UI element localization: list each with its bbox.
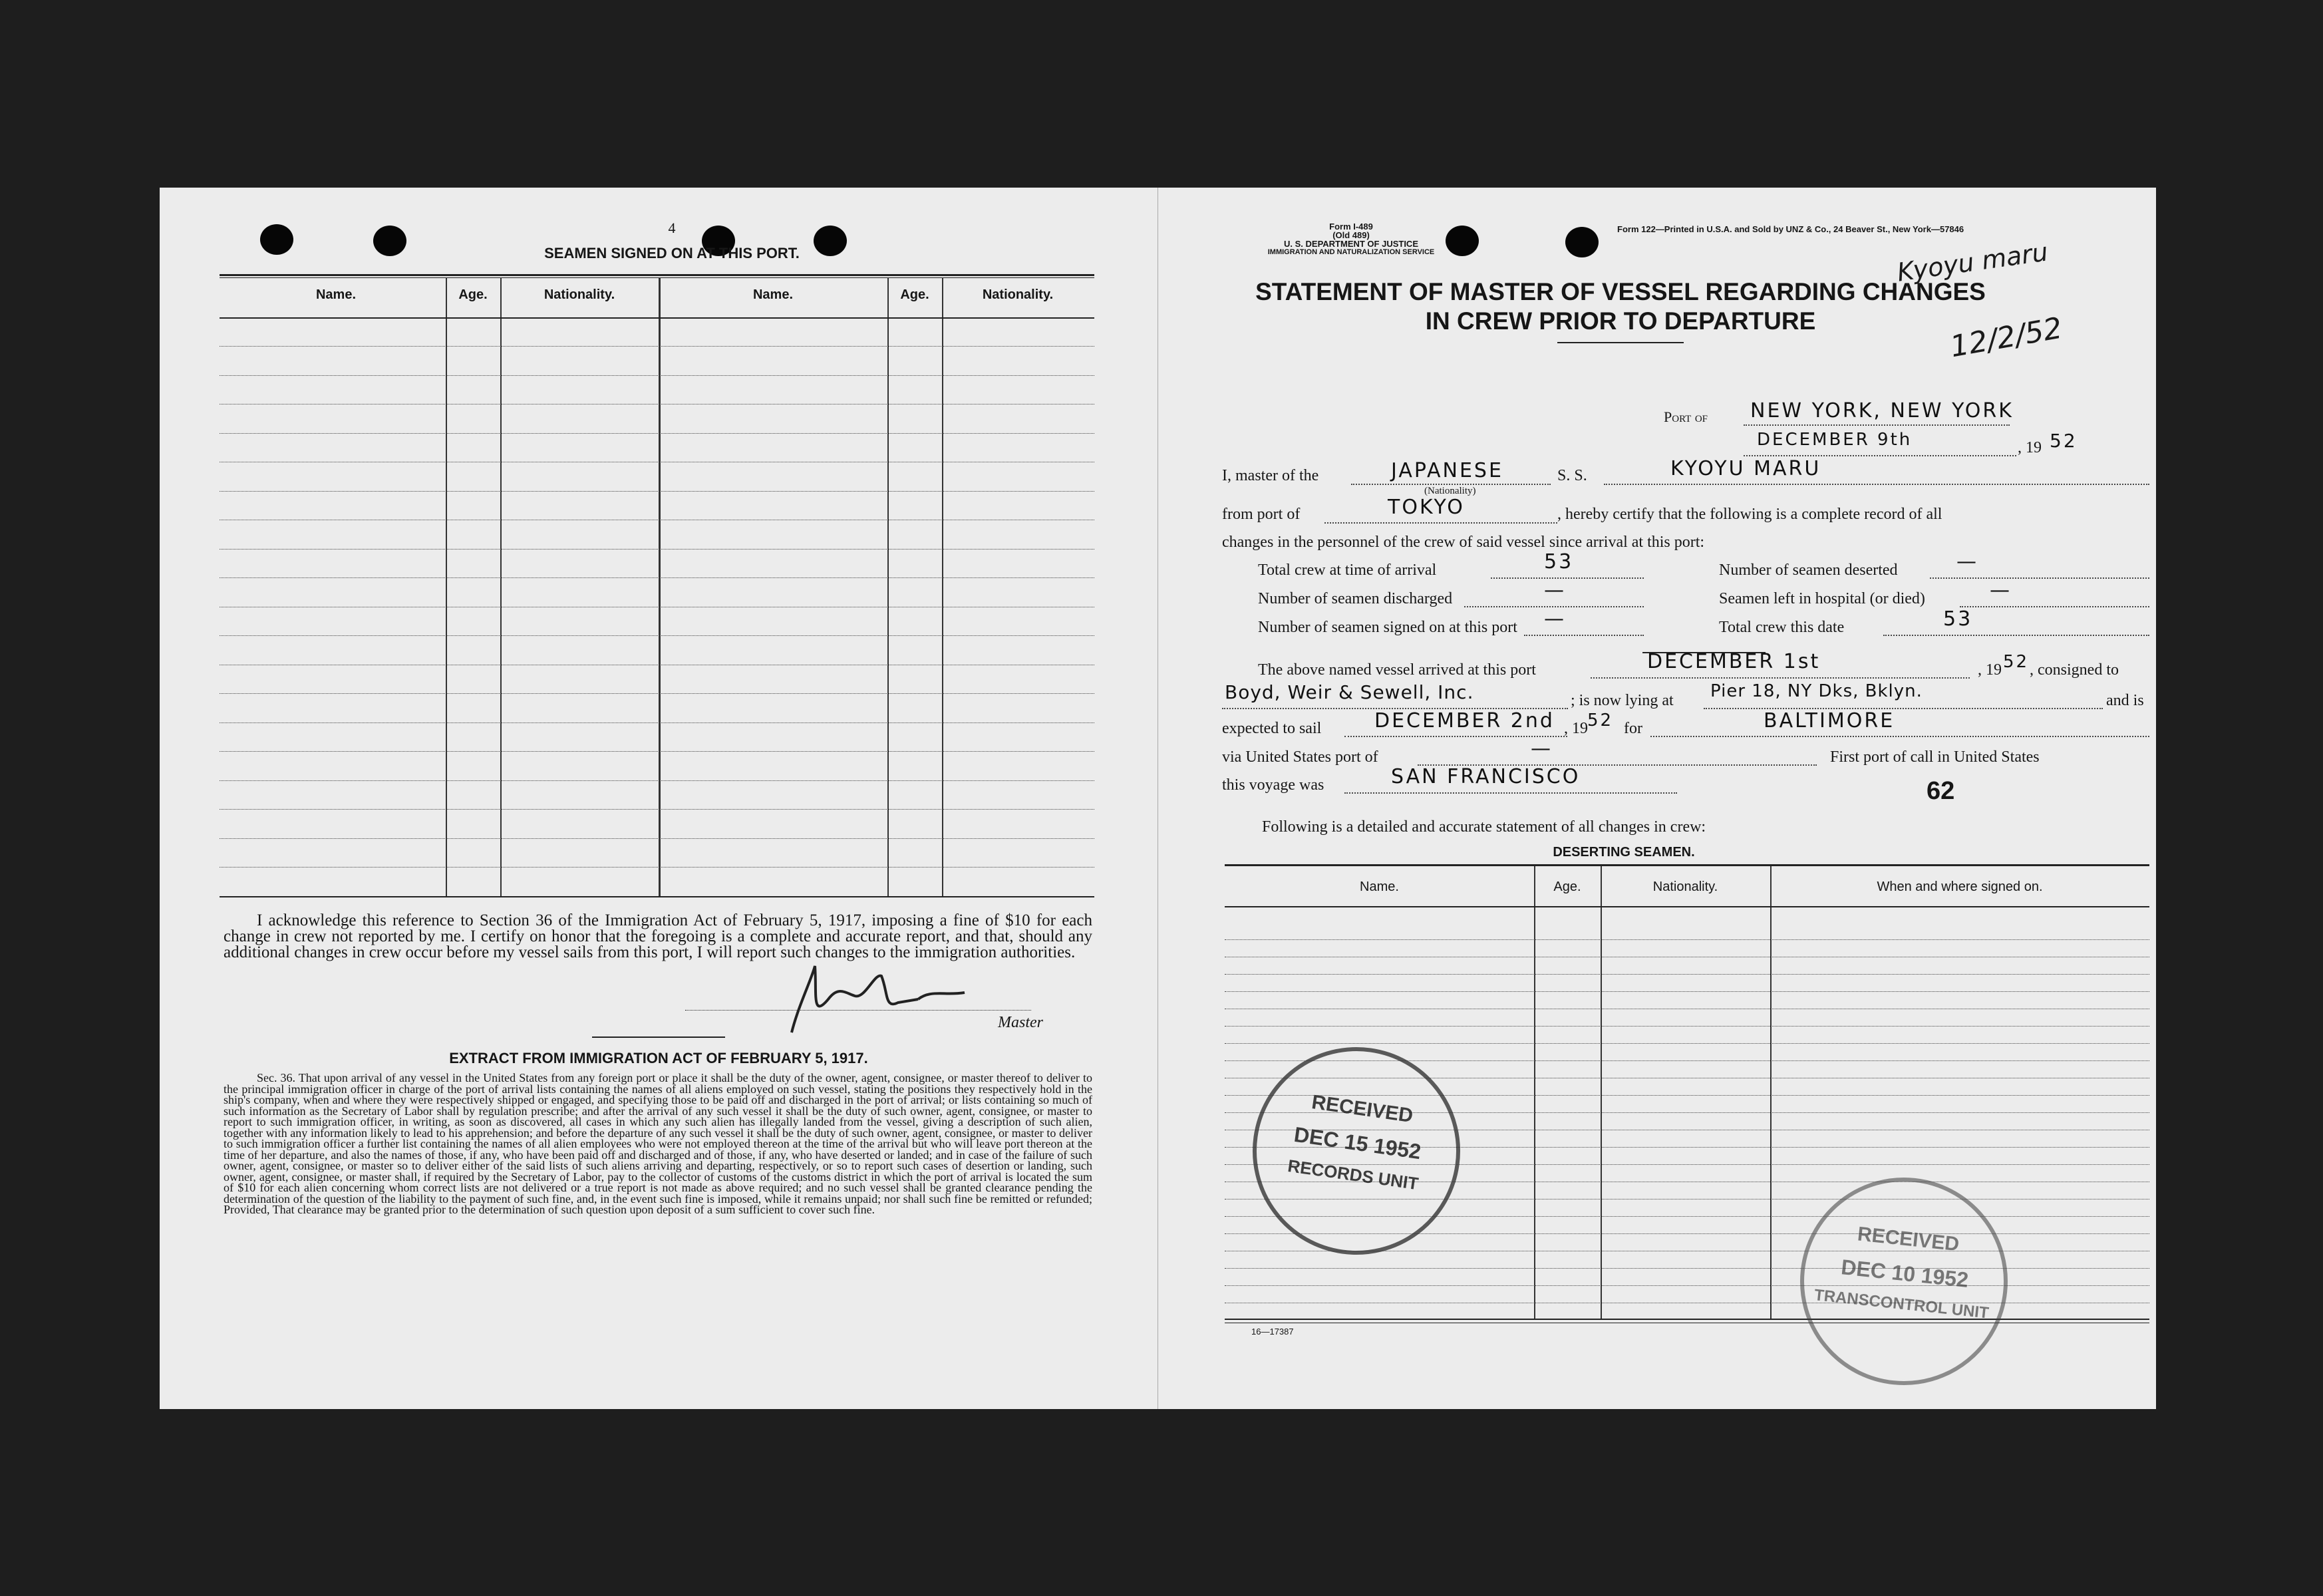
column-header-name: Name. xyxy=(1360,879,1399,894)
destination-value: BALTIMORE xyxy=(1764,709,1895,732)
deserted-value: — xyxy=(1956,550,1978,573)
column-header-name: Name. xyxy=(315,287,357,302)
table-top-rule xyxy=(1225,864,2149,866)
year-prefix: , 19 xyxy=(1978,661,2002,679)
column-divider xyxy=(500,277,502,896)
total-date-line xyxy=(1883,635,2149,636)
blank-row-line xyxy=(1225,1043,2149,1044)
column-divider xyxy=(887,277,889,896)
column-header-age: Age. xyxy=(458,287,488,302)
date-line xyxy=(1744,455,2016,456)
column-divider xyxy=(1601,866,1602,1320)
blank-row-line xyxy=(220,375,1094,376)
vessel-prefix: S. S. xyxy=(1557,467,1587,484)
stamp-bottom: TRANSCONTROL UNIT xyxy=(1813,1286,1990,1323)
from-port-label: from port of xyxy=(1222,506,1301,523)
stamp-date: DEC 10 1952 xyxy=(1839,1255,1970,1293)
column-divider xyxy=(446,277,447,896)
blank-row-line xyxy=(220,751,1094,752)
column-divider xyxy=(1770,866,1772,1320)
date-value: DECEMBER 9th xyxy=(1757,430,1913,450)
certify-text: , hereby certify that the following is a complete record of all xyxy=(1557,506,1942,523)
total-arrival-label: Total crew at time of arrival xyxy=(1258,561,1437,579)
blank-row-line xyxy=(1225,1026,2149,1027)
blank-row-line xyxy=(220,635,1094,636)
following-text: Following is a detailed and accurate statement of all changes in crew: xyxy=(1262,818,1706,836)
header-rule xyxy=(1225,906,2149,907)
from-port-line xyxy=(1324,522,1557,524)
stamp-top: RECEIVED xyxy=(1310,1091,1415,1128)
deserted-label: Number of seamen deserted xyxy=(1719,561,1898,579)
vessel-value: KYOYU MARU xyxy=(1670,457,1821,480)
year-prefix: , 19 xyxy=(1564,720,1588,737)
hospital-value: — xyxy=(1990,579,2012,602)
blank-row-line xyxy=(220,809,1094,810)
voyage-line xyxy=(1344,792,1677,794)
blank-row-line xyxy=(220,693,1094,694)
blank-row-line xyxy=(220,722,1094,723)
signed-on-line xyxy=(1524,635,1644,636)
form-number: Form I-489 xyxy=(1329,222,1373,232)
column-divider xyxy=(659,277,661,896)
total-arrival-line xyxy=(1491,577,1644,579)
form-title-line1: STATEMENT OF MASTER OF VESSEL REGARDING CHANGES xyxy=(1255,278,1986,305)
destination-line xyxy=(1650,736,2149,737)
discharged-label: Number of seamen discharged xyxy=(1258,590,1453,607)
first-port-label: First port of call in United States xyxy=(1830,748,2040,766)
stamp-bottom: RECORDS UNIT xyxy=(1286,1156,1420,1194)
short-rule xyxy=(592,1037,725,1038)
form-title xyxy=(1198,277,2043,336)
expected-value: DECEMBER 2nd xyxy=(1374,709,1555,732)
signature-line xyxy=(685,1010,1031,1011)
column-header-name: Name. xyxy=(752,287,794,302)
right-page xyxy=(1158,188,2156,1409)
lying-value: Pier 18, NY Dks, Bklyn. xyxy=(1710,681,1923,701)
stamp-top: RECEIVED xyxy=(1856,1223,1960,1256)
blank-row-line xyxy=(220,549,1094,550)
vessel-line xyxy=(1604,484,2149,485)
department: U. S. DEPARTMENT OF JUSTICE xyxy=(1284,239,1418,249)
discharged-value: — xyxy=(1544,579,1566,602)
punch-hole xyxy=(1446,226,1479,256)
handwritten-note: Kyoyu maru xyxy=(1895,237,2050,287)
blank-row-line xyxy=(1225,974,2149,975)
consignee-value: Boyd, Weir & Sewell, Inc. xyxy=(1225,681,1474,703)
service: IMMIGRATION AND NATURALIZATION SERVICE xyxy=(1267,248,1435,256)
lying-label: ; is now lying at xyxy=(1571,692,1674,709)
table-top-rule xyxy=(220,274,1094,276)
port-label: Port of xyxy=(1664,408,1708,425)
signed-on-label: Number of seamen signed on at this port xyxy=(1258,619,1517,636)
blank-row-line xyxy=(220,867,1094,868)
from-port-value: TOKYO xyxy=(1388,496,1465,519)
extract-title: EXTRACT FROM IMMIGRATION ACT OF FEBRUARY 5, 1917. xyxy=(449,1050,868,1066)
arrived-label: The above named vessel arrived at this port xyxy=(1258,661,1536,679)
column-header-nationality: Nationality. xyxy=(543,287,615,302)
signature-label: Master xyxy=(998,1014,1043,1031)
title-rule xyxy=(1557,342,1684,343)
sail-year: 52 xyxy=(1587,711,1614,730)
left-page xyxy=(160,188,1158,1409)
blank-row-line xyxy=(1225,1268,2149,1269)
year-value: 52 xyxy=(2050,430,2078,452)
deserted-line xyxy=(1930,577,2149,579)
punch-hole xyxy=(260,224,293,255)
nationality-caption: (Nationality) xyxy=(1424,486,1476,496)
port-value: NEW YORK, NEW YORK xyxy=(1750,399,2014,422)
total-arrival-value: 53 xyxy=(1544,550,1574,573)
received-stamp xyxy=(1790,1168,2018,1396)
port-line xyxy=(1744,424,2010,426)
via-value: — xyxy=(1531,737,1553,760)
footer-code: 16—17387 xyxy=(1251,1327,1294,1337)
column-header-nationality: Nationality. xyxy=(1652,879,1718,894)
consigned-label: , consigned to xyxy=(2030,661,2119,679)
blank-row-line xyxy=(220,577,1094,578)
column-divider xyxy=(1534,866,1535,1320)
table-top-rule xyxy=(220,277,1094,278)
nationality-line xyxy=(1351,484,1551,485)
column-header-age: Age. xyxy=(1553,879,1581,894)
arrived-line xyxy=(1591,677,1970,679)
master-of-the-label: I, master of the xyxy=(1222,467,1319,484)
arrived-value: DECEMBER 1st xyxy=(1647,650,1821,673)
form-header xyxy=(1258,222,1444,257)
changes-text: changes in the personnel of the crew of said vessel since arrival at this port: xyxy=(1222,534,1705,551)
blank-row-line xyxy=(220,433,1094,434)
total-date-value: 53 xyxy=(1943,607,1973,631)
punch-hole xyxy=(1565,227,1599,257)
column-header-signed-on: When and where signed on. xyxy=(1877,879,2043,894)
total-date-label: Total crew this date xyxy=(1719,619,1845,636)
blank-row-line xyxy=(220,838,1094,839)
blank-row-line xyxy=(220,491,1094,492)
blank-row-line xyxy=(220,346,1094,347)
master-signature xyxy=(765,953,998,1039)
column-header-age: Age. xyxy=(900,287,929,302)
table-bottom-rule xyxy=(1225,1319,2149,1320)
page-number: 4 xyxy=(668,220,676,236)
expected-label: expected to sail xyxy=(1222,720,1322,737)
for-label: for xyxy=(1624,720,1642,737)
form-old: (Old 489) xyxy=(1332,230,1370,240)
hospital-line xyxy=(1960,606,2149,607)
stamp-date: DEC 15 1952 xyxy=(1293,1122,1423,1164)
number-62: 62 xyxy=(1927,777,1955,805)
blank-row-line xyxy=(1225,991,2149,992)
acknowledgment-paragraph: I acknowledge this reference to Section 36 of the Immigration Act of February 5, 1917, imposing a fine of $10 for each change in crew not reported by me. I certify on honor that the foregoing is a complete and accurate report, and that, should any additional changes in crew occur before my vessel sails from this port, I will report such changes to the immigration authorities. xyxy=(224,911,1092,961)
year-prefix: , 19 xyxy=(2018,439,2042,456)
form-title-line2: IN CREW PRIOR TO DEPARTURE xyxy=(1425,307,1816,335)
voyage-label: this voyage was xyxy=(1222,776,1324,794)
column-header-nationality: Nationality. xyxy=(982,287,1054,302)
hospital-label: Seamen left in hospital (or died) xyxy=(1719,590,1925,607)
blank-row-line xyxy=(1225,939,2149,940)
nationality-value: JAPANESE xyxy=(1391,459,1503,482)
section-title: SEAMEN SIGNED ON AT THIS PORT. xyxy=(544,245,800,261)
blank-row-line xyxy=(1225,1285,2149,1286)
header-rule xyxy=(220,317,1094,319)
voyage-value: SAN FRANCISCO xyxy=(1391,765,1581,788)
signed-on-value: — xyxy=(1544,607,1566,631)
via-label: via United States port of xyxy=(1222,748,1378,766)
deserting-title: DESERTING SEAMEN. xyxy=(1553,845,1695,860)
and-is: and is xyxy=(2106,692,2144,709)
printer-line: Form 122—Printed in U.S.A. and Sold by UNZ & Co., 24 Beaver St., New York—57846 xyxy=(1617,224,1964,234)
table-bottom-rule xyxy=(220,896,1094,897)
consigned-year: 52 xyxy=(2003,652,2030,672)
column-divider xyxy=(942,277,943,896)
extract-text: Sec. 36. That upon arrival of any vessel in the United States from any foreign port or place it shall be the duty of the owner, agent, consignee, or master thereof to deliver to the principal immigration officer in charge of the port of arrival lists containing the names of all aliens employed on such vessel, stating the positions they respectively hold in the ship's company, when and where they were respectively shipped or engaged, and specifying those to be paid off and discharged in the port of arrival; or lists containing so much of such information as the Secretary of Labor shall by regulation prescribe; and after the arrival of any such vessel it shall be the duty of such owner, agent, consignee, or master to report to such immigration officer, in writing, as soon as discovered, all cases in which any such alien has illegally landed from the vessel, giving a description of such alien, together with any information likely to lead to his apprehension; and before the departure of any such vessel it shall be the duty of such owner, agent, consignee, or master to deliver to such immigration officer a further list containing the names of all alien employees who were not employed thereon at the time of the arrival but who will leave port thereon at the time of her departure, and also the names of those, if any, who have been paid off and discharged and of those, if any, who have deserted or landed; and in case of the failure of such owner, agent, consignee, or master so to deliver either of the said lists of such aliens arriving and departing, respectively, or so to report such cases of desertion or landing, such owner, agent, consignee, or master shall, if required by the Secretary of Labor, pay to the collector of customs of the customs district in which the port of arrival is located the sum of $10 for each alien concerning whom correct lists are not delivered or a true report is not made as above required; and no such vessel shall be granted clearance pending the determination of the question of the liability to the payment of such fine, and, in the event such fine is imposed, while it remains unpaid; nor shall such fine be remitted or refunded; Provided, That clearance may be granted prior to the determination of such question upon deposit of a sum sufficient to cover such fine. xyxy=(224,1071,1092,1216)
punch-hole xyxy=(373,226,406,256)
handwritten-date: 12/2/52 xyxy=(1947,311,2065,365)
blank-row-line xyxy=(220,780,1094,781)
